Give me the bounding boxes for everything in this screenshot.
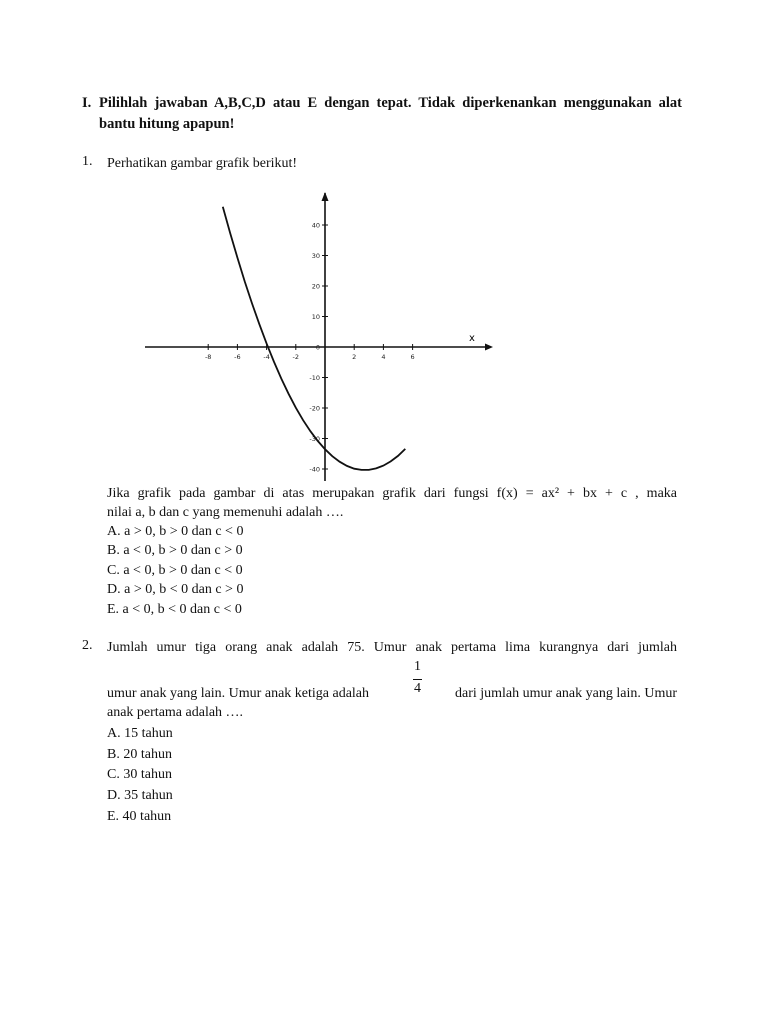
question-2-line-1 — [107, 638, 677, 658]
x-axis-arrow — [485, 344, 493, 351]
x-tick-label: 2 — [352, 353, 357, 361]
x-tick-label: 4 — [381, 353, 386, 361]
question-1-option-c[interactable]: C. a < 0, b > 0 dan c < 0 — [107, 563, 243, 578]
parabola-curve — [223, 207, 405, 470]
question-1-option-b[interactable]: B. a < 0, b > 0 dan c > 0 — [107, 543, 243, 558]
section-instruction: Pilihlah jawaban A,B,C,D atau E dengan tepat. Tidak diperkenankan menggunakan alat bantu hitung apapun! — [99, 95, 682, 132]
x-tick-label: -8 — [204, 353, 212, 361]
y-tick-label: -40 — [309, 465, 320, 474]
y-tick-label: -30 — [309, 435, 320, 443]
question-2-line-2-right: dari jumlah umur anak yang lain. Umur — [455, 686, 677, 701]
question-2-option-c[interactable]: C. 30 tahun — [107, 767, 172, 782]
y-tick-label: -10 — [309, 374, 320, 382]
x-axis-label: x — [469, 333, 475, 344]
y-tick-label: 10 — [311, 313, 320, 321]
y-tick-label: 40 — [311, 221, 320, 230]
y-tick-label: 0 — [315, 343, 320, 352]
question-2-option-e[interactable]: E. 40 tahun — [107, 809, 172, 824]
fraction-numerator: 1 — [414, 659, 421, 674]
question-1-number: 1. — [82, 154, 93, 169]
question-2-line-2-left: umur anak yang lain. Umur anak ketiga adalah — [107, 686, 370, 701]
question-1-option-a[interactable]: A. a > 0, b > 0 dan c < 0 — [107, 524, 244, 539]
y-tick-label: 30 — [311, 252, 320, 260]
question-2-option-b[interactable]: B. 20 tahun — [107, 747, 172, 762]
question-1-stem-text-1: Jika grafik pada gambar di atas merupakan grafik dari fungsi f(x) = ax² + bx + c , maka — [107, 486, 677, 501]
question-1-stem-text-2: nilai a, b dan c yang memenuhi adalah …. — [107, 505, 344, 520]
question-2-option-d[interactable]: D. 35 tahun — [107, 788, 173, 803]
question-1-option-d[interactable]: D. a > 0, b < 0 dan c > 0 — [107, 582, 244, 597]
question-2-text-1: Jumlah umur tiga orang anak adalah 75. Umur anak pertama lima kurangnya dari jumlah — [107, 640, 677, 655]
section-number: I. — [82, 95, 92, 111]
question-1-stem-line-1 — [107, 484, 677, 504]
question-2-number: 2. — [82, 638, 93, 653]
question-2-line-3: anak pertama adalah …. — [107, 705, 244, 720]
y-tick-label: -20 — [309, 404, 320, 413]
fraction-denominator: 4 — [414, 681, 421, 696]
parabola-graph — [135, 185, 495, 485]
x-tick-label: 6 — [410, 353, 415, 361]
section-heading — [82, 93, 682, 135]
x-tick-label: -2 — [292, 353, 300, 361]
y-axis-arrow — [322, 192, 329, 201]
question-1-option-e[interactable]: E. a < 0, b < 0 dan c < 0 — [107, 602, 242, 617]
question-2-option-a[interactable]: A. 15 tahun — [107, 726, 173, 741]
y-tick-label: 20 — [311, 282, 320, 291]
question-1-intro: Perhatikan gambar grafik berikut! — [107, 156, 298, 171]
x-tick-label: -6 — [234, 353, 241, 361]
fraction-bar — [413, 679, 422, 680]
question-1-stem-line-2 — [107, 503, 677, 523]
x-tick-label: -4 — [263, 353, 270, 361]
